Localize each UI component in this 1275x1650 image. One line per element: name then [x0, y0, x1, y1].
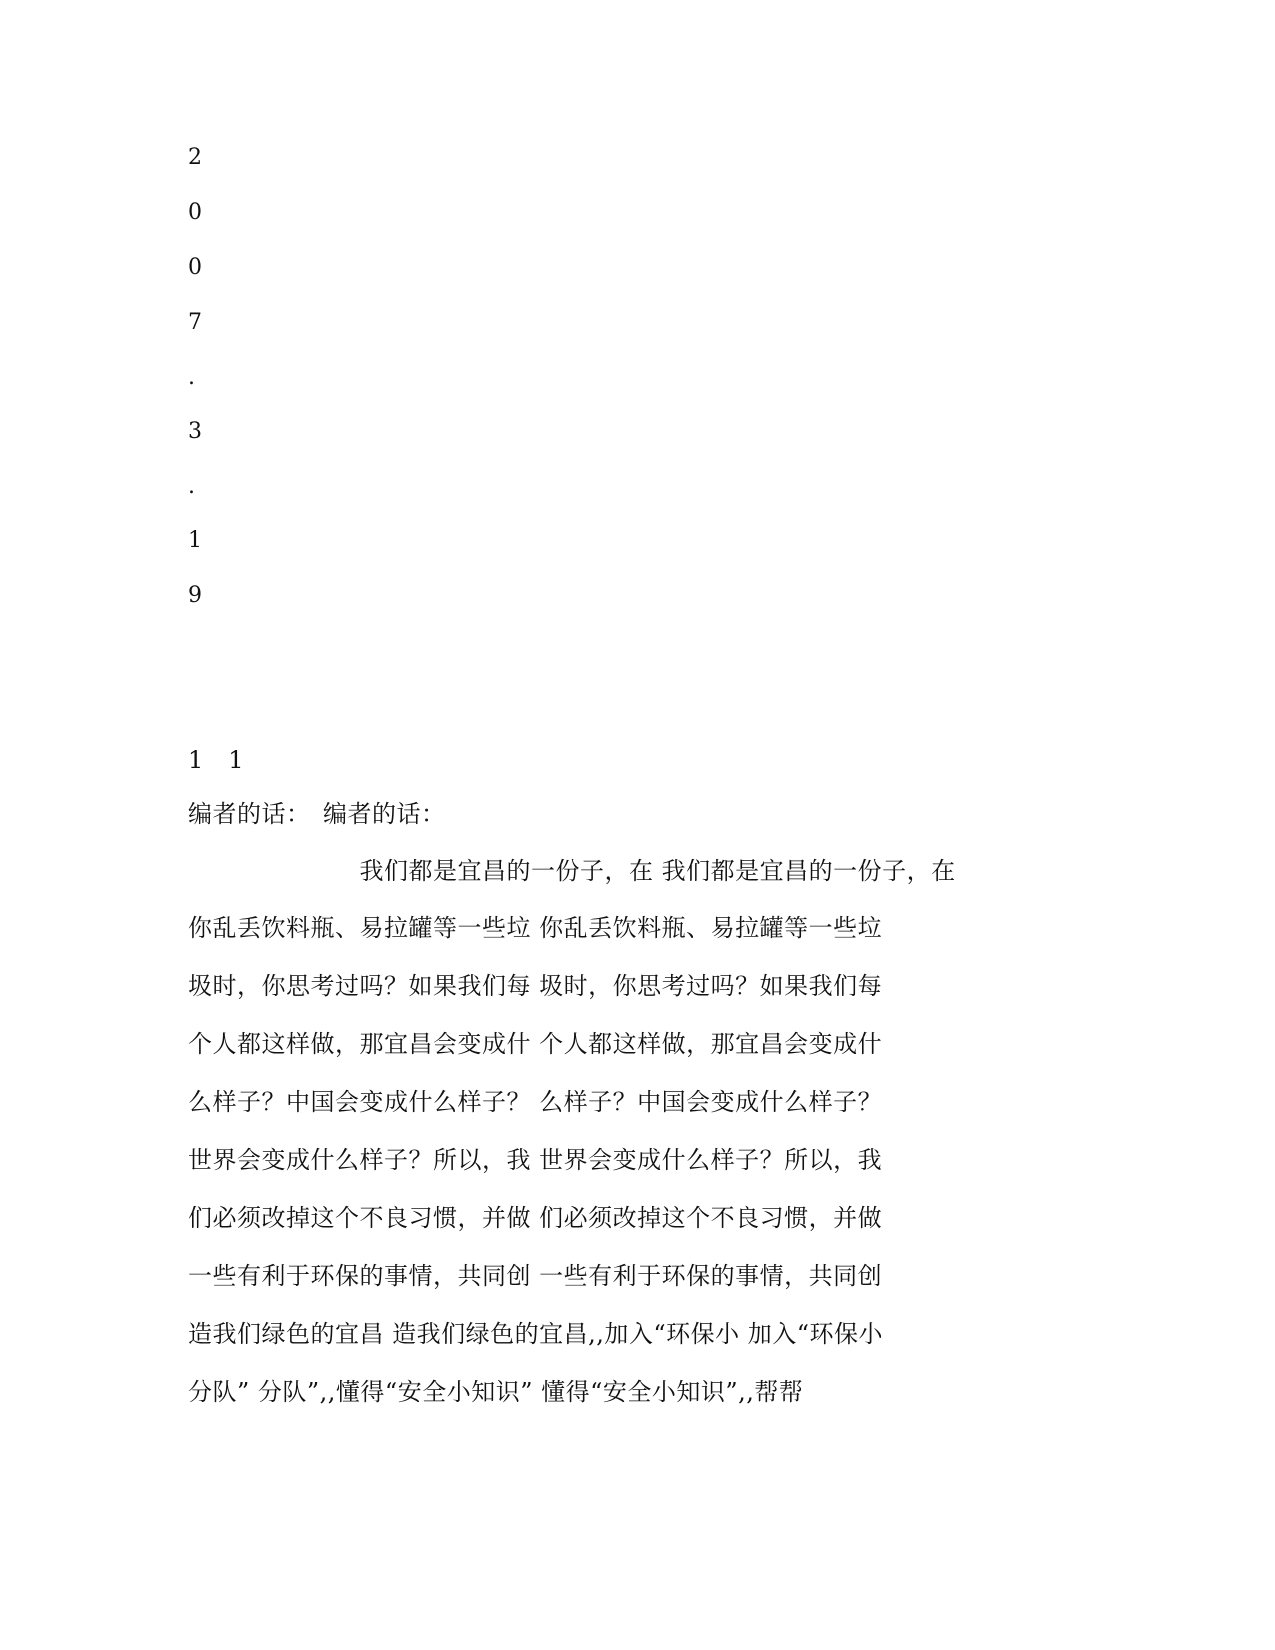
date-char: 9 [188, 583, 202, 608]
date-char: 2 [188, 145, 202, 170]
body-line: 造我们绿色的宜昌 造我们绿色的宜昌,,加入“环保小 加入“环保小 [188, 1320, 884, 1348]
editor-heading: 编者的话： 编者的话： [188, 800, 446, 828]
issue-number: 1 1 [188, 746, 245, 774]
body-line: 圾时，你思考过吗？如果我们每 圾时，你思考过吗？如果我们每 [188, 972, 883, 1000]
date-char: 0 [188, 200, 202, 225]
body-line: 分队” 分队”,,懂得“安全小知识” 懂得“安全小知识”,,帮帮 [188, 1378, 804, 1406]
date-char: 7 [188, 310, 202, 335]
date-char: . [188, 365, 195, 390]
body-line: 一些有利于环保的事情，共同创 一些有利于环保的事情，共同创 [188, 1262, 883, 1290]
date-char: 3 [188, 419, 202, 444]
date-char: . [188, 474, 195, 499]
body-line: 世界会变成什么样子？所以，我 世界会变成什么样子？所以，我 [188, 1146, 883, 1174]
body-line: 你乱丢饮料瓶、易拉罐等一些垃 你乱丢饮料瓶、易拉罐等一些垃 [188, 914, 883, 942]
body-line: 么样子？中国会变成什么样子？ 么样子？中国会变成什么样子？ [188, 1088, 883, 1116]
date-char: 0 [188, 255, 202, 280]
date-char: 1 [188, 528, 202, 553]
body-line: 们必须改掉这个不良习惯，并做 们必须改掉这个不良习惯，并做 [188, 1204, 883, 1232]
body-line: 个人都这样做，那宜昌会变成什 个人都这样做，那宜昌会变成什 [188, 1030, 883, 1058]
body-line: 我们都是宜昌的一份子，在 我们都是宜昌的一份子，在 [188, 857, 956, 885]
